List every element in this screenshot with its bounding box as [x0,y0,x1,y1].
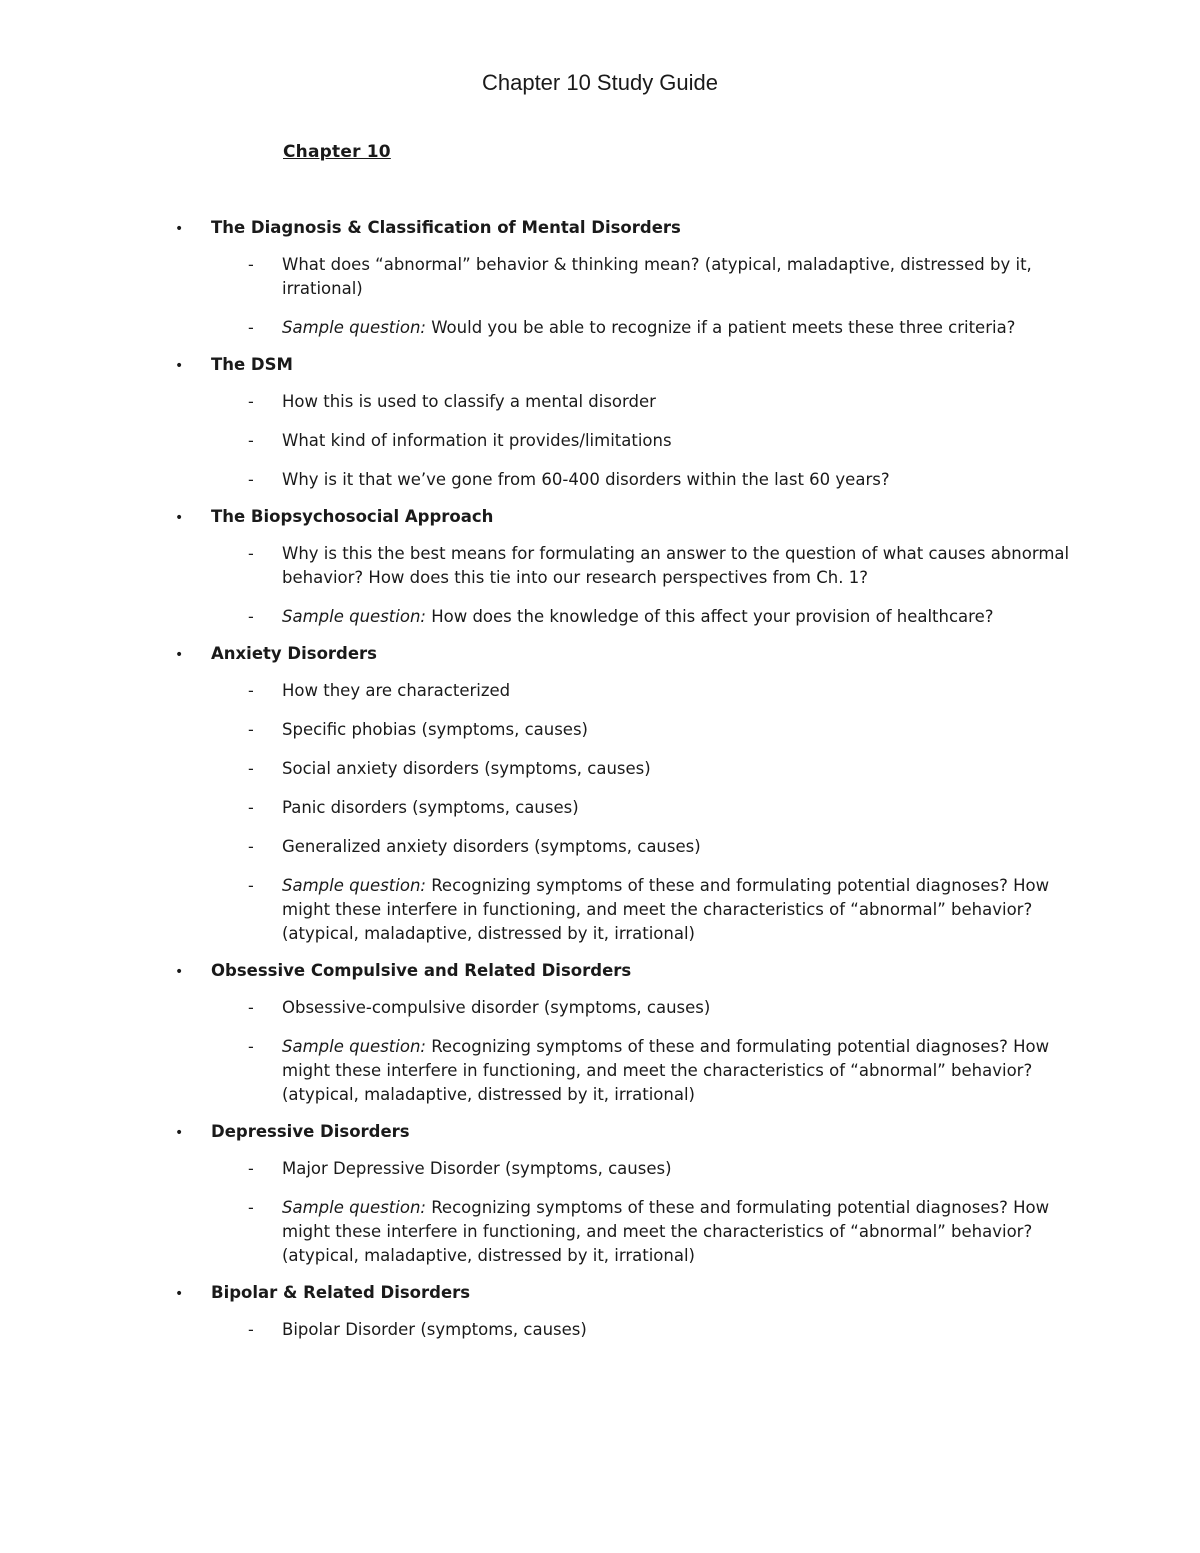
item-body: How does the knowledge of this affect your provision of healthcare? [425,607,994,626]
bullet-icon: • [175,510,184,526]
section-heading: The Biopsychosocial Approach [211,507,494,526]
study-section [0,642,1200,946]
list-item [0,316,1200,340]
item-text [282,468,1072,492]
item-body: What kind of information it provides/limitations [282,431,672,450]
list-item [0,796,1200,820]
dash-icon: - [248,470,254,489]
list-item [0,996,1200,1020]
sample-question-label: Sample question: [282,1198,426,1217]
section-items [0,679,1200,946]
study-section [0,1120,1200,1268]
item-text [282,1318,1072,1342]
item-text [282,679,1072,703]
section-items [0,996,1200,1107]
bullet-icon: • [175,647,184,663]
item-body: How they are characterized [282,681,511,700]
sample-question-label: Sample question: [282,607,426,626]
section-heading: Depressive Disorders [211,1122,410,1141]
dash-icon: - [248,837,254,856]
list-item [0,874,1200,946]
dash-icon: - [248,607,254,626]
list-item [0,718,1200,742]
list-item [0,429,1200,453]
list-item [0,1157,1200,1181]
item-body: What does “abnormal” behavior & thinking mean? (atypical, maladaptive, distressed by it, irrational) [282,255,1032,298]
item-body: Recognizing symptoms of these and formulating potential diagnoses? How might these interfere in functioning, and meet the characteristics of “abnormal” behavior? (atypical, maladaptive, distressed by it, irrational) [282,876,1050,943]
item-text [282,996,1072,1020]
dash-icon: - [248,255,254,274]
item-text [282,316,1072,340]
item-text [282,796,1072,820]
section-heading: Obsessive Compulsive and Related Disorders [211,961,632,980]
document-title: Chapter 10 Study Guide [481,70,719,95]
section-heading: Bipolar & Related Disorders [211,1283,471,1302]
dash-icon: - [248,1320,254,1339]
item-text [282,605,1072,629]
item-text [282,1035,1072,1107]
item-body: Recognizing symptoms of these and formulating potential diagnoses? How might these interfere in functioning, and meet the characteristics of “abnormal” behavior? (atypical, maladaptive, distressed by it, irrational) [282,1037,1050,1104]
sample-question-label: Sample question: [282,876,426,895]
item-text [282,835,1072,859]
dash-icon: - [248,876,254,895]
item-body: Bipolar Disorder (symptoms, causes) [282,1320,587,1339]
dash-icon: - [248,998,254,1017]
list-item [0,605,1200,629]
study-section [0,216,1200,340]
section-heading: The Diagnosis & Classification of Mental Disorders [211,218,681,237]
list-item [0,679,1200,703]
dash-icon: - [248,1159,254,1178]
item-body: Major Depressive Disorder (symptoms, causes) [282,1159,672,1178]
section-heading: The DSM [211,355,293,374]
bullet-icon: • [175,1286,184,1302]
item-body: How this is used to classify a mental disorder [282,392,656,411]
list-item [0,1318,1200,1342]
dash-icon: - [248,1037,254,1056]
dash-icon: - [248,759,254,778]
dash-icon: - [248,681,254,700]
section-items [0,390,1200,492]
item-text [282,757,1072,781]
item-text [282,429,1072,453]
item-body: Social anxiety disorders (symptoms, causes) [282,759,651,778]
dash-icon: - [248,318,254,337]
item-text [282,874,1072,946]
list-item [0,542,1200,590]
section-items [0,253,1200,340]
list-item [0,468,1200,492]
study-section [0,959,1200,1107]
dash-icon: - [248,1198,254,1217]
chapter-heading: Chapter 10 [283,142,391,162]
item-body: Why is this the best means for formulating an answer to the question of what causes abnormal behavior? How does this tie into our research perspectives from Ch. 1? [282,544,1070,587]
list-item [0,390,1200,414]
study-section [0,353,1200,492]
item-text [282,1157,1072,1181]
sample-question-label: Sample question: [282,318,426,337]
item-body: Recognizing symptoms of these and formulating potential diagnoses? How might these interfere in functioning, and meet the characteristics of “abnormal” behavior? (atypical, maladaptive, distressed by it, irrational) [282,1198,1050,1265]
list-item [0,1196,1200,1268]
section-list [0,216,1200,1355]
dash-icon: - [248,720,254,739]
item-body: Why is it that we’ve gone from 60-400 disorders within the last 60 years? [282,470,890,489]
bullet-icon: • [175,221,184,237]
item-body: Panic disorders (symptoms, causes) [282,798,579,817]
item-text [282,718,1072,742]
item-body: Obsessive-compulsive disorder (symptoms, causes) [282,998,711,1017]
section-heading: Anxiety Disorders [211,644,377,663]
item-text [282,253,1072,301]
item-text [282,390,1072,414]
bullet-icon: • [175,964,184,980]
dash-icon: - [248,431,254,450]
section-items [0,1157,1200,1268]
study-section [0,1281,1200,1342]
section-items [0,1318,1200,1342]
bullet-icon: • [175,358,184,374]
list-item [0,835,1200,859]
list-item [0,1035,1200,1107]
item-text [282,542,1072,590]
study-section [0,505,1200,629]
bullet-icon: • [175,1125,184,1141]
item-text [282,1196,1072,1268]
sample-question-label: Sample question: [282,1037,426,1056]
list-item [0,757,1200,781]
list-item [0,253,1200,301]
dash-icon: - [248,798,254,817]
item-body: Generalized anxiety disorders (symptoms, causes) [282,837,701,856]
dash-icon: - [248,392,254,411]
item-body: Would you be able to recognize if a patient meets these three criteria? [425,318,1016,337]
section-items [0,542,1200,629]
dash-icon: - [248,544,254,563]
item-body: Specific phobias (symptoms, causes) [282,720,588,739]
